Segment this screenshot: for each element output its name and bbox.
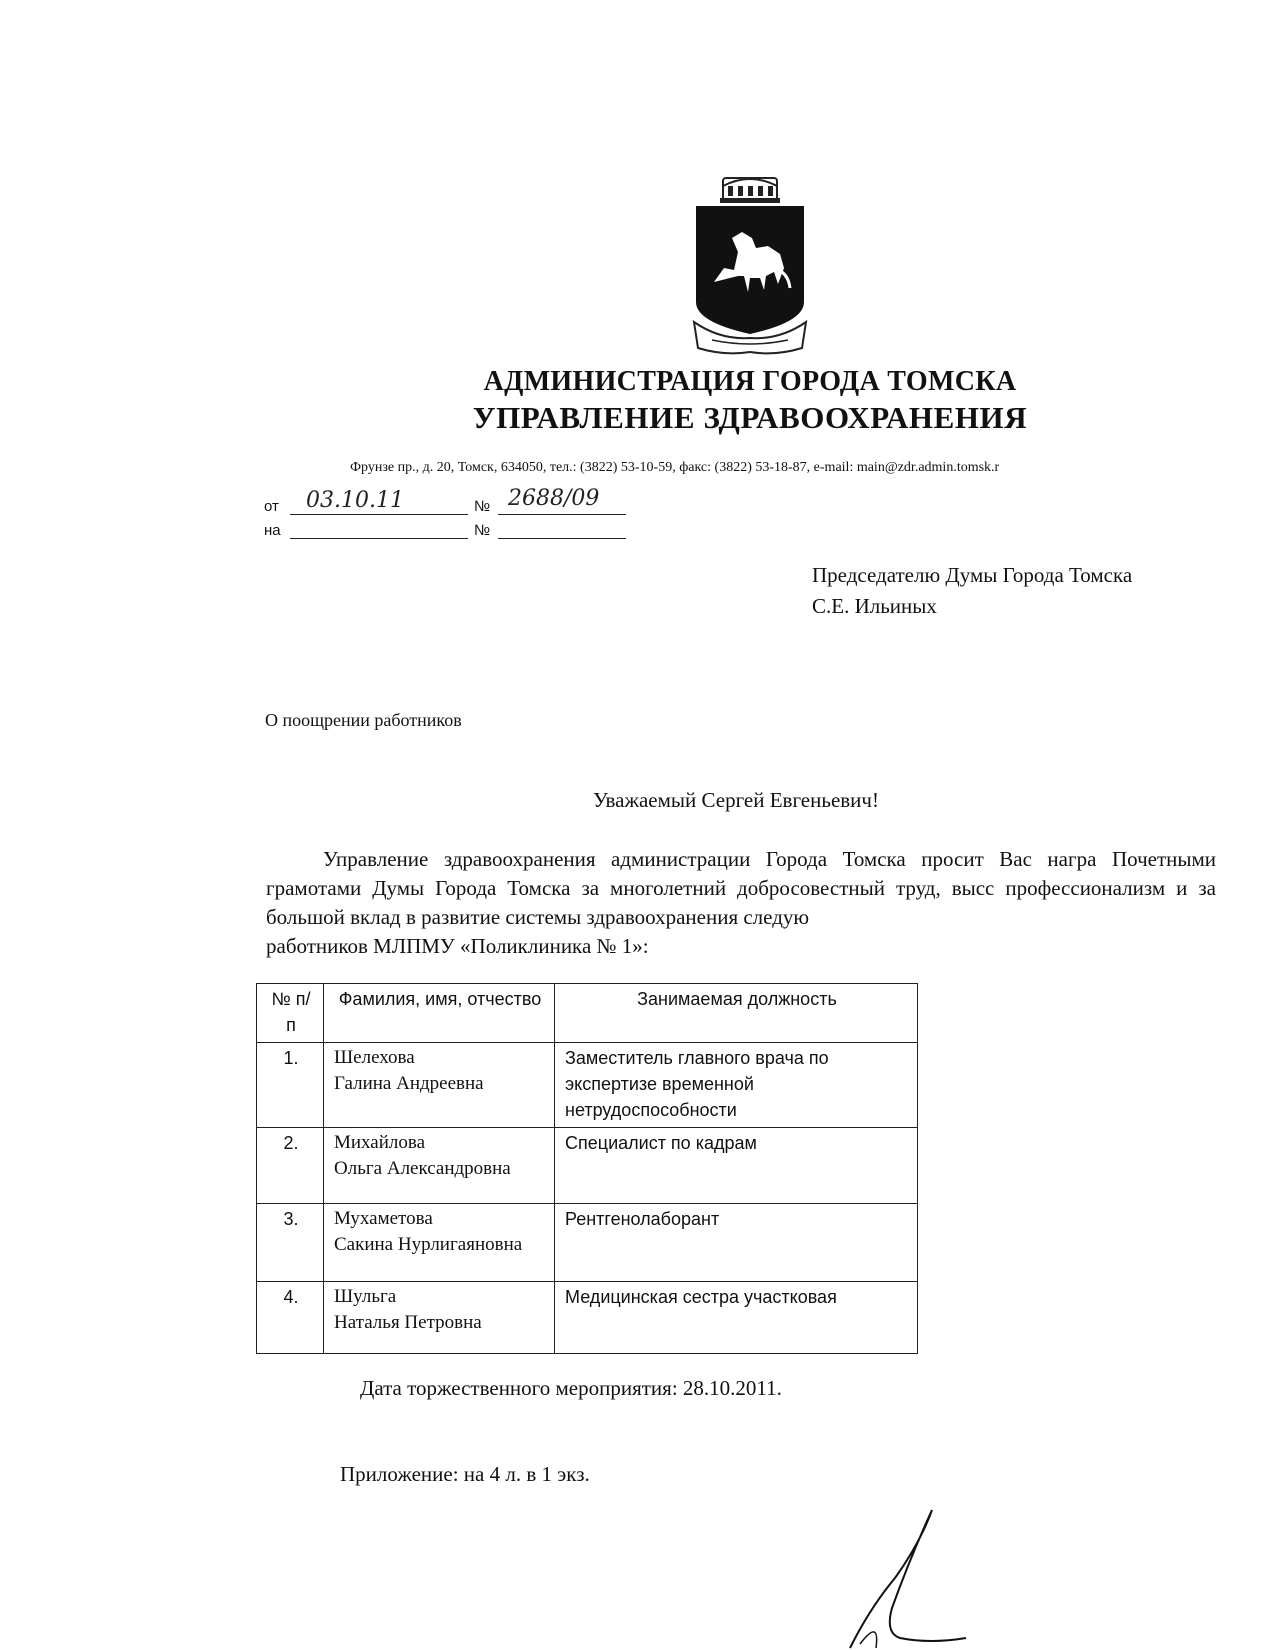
table-row: [257, 1128, 918, 1204]
row-given-names: Сакина Нурлигаяновна: [334, 1234, 523, 1255]
table-row: [257, 1204, 918, 1282]
table-row: [257, 1282, 918, 1354]
row-number: 4.: [257, 1282, 324, 1354]
header-position: Занимаемая должность: [555, 984, 918, 1043]
table-header-row: [257, 984, 918, 1043]
registration-block: [264, 486, 644, 544]
staff-table: [256, 983, 918, 1354]
header-no: № п/п: [257, 984, 324, 1043]
row-surname: Михайлова: [334, 1132, 426, 1153]
tomsk-coat-of-arms: [690, 172, 810, 358]
row-number: 3.: [257, 1204, 324, 1282]
number-label-2: №: [474, 522, 491, 539]
row-name: [324, 1282, 555, 1354]
row-position: Рентгенолаборант: [555, 1204, 918, 1282]
row-name: [324, 1043, 555, 1128]
row-position: Заместитель главного врача по экспертизе временной нетрудоспособности: [555, 1043, 918, 1128]
row-position: Специалист по кадрам: [555, 1128, 918, 1204]
row-surname: Мухаметова: [334, 1208, 433, 1229]
addressee: [812, 560, 1132, 622]
row-given-names: Наталья Петровна: [334, 1312, 482, 1333]
to-number-line: [498, 518, 626, 539]
addressee-name: С.Е. Ильиных: [812, 594, 937, 618]
event-date: Дата торжественного мероприятия: 28.10.2011.: [360, 1376, 782, 1400]
row-number: 1.: [257, 1043, 324, 1128]
row-given-names: Ольга Александровна: [334, 1158, 511, 1179]
row-position: Медицинская сестра участковая: [555, 1282, 918, 1354]
salutation: Уважаемый Сергей Евгеньевич!: [593, 788, 879, 812]
row-number: 2.: [257, 1128, 324, 1204]
row-given-names: Галина Андреевна: [334, 1073, 484, 1094]
body-text: Управление здравоохранения администрации Города Томска просит Вас награ Почетными грамотами Думы Города Томска за многолетний добросовестный труд, высс профессионализм и за большой вклад в развитие системы здравоохранения следую: [266, 847, 1216, 929]
header-name: Фамилия, имя, отчество: [324, 984, 555, 1043]
from-date: 03.10.11: [306, 488, 404, 513]
row-name: [324, 1128, 555, 1204]
signature: [840, 1498, 970, 1650]
to-date-line: [290, 518, 468, 539]
org-name-line2: УПРАВЛЕНИЕ ЗДРАВООХРАНЕНИЯ: [472, 400, 1028, 435]
body-paragraph: [266, 845, 1216, 961]
number-label: №: [474, 498, 491, 515]
table-row: [257, 1043, 918, 1128]
contact-line: Фрунзе пр., д. 20, Томск, 634050, тел.: (3822) 53-10-59, факс: (3822) 53-18-87, e-mail: main@zdr.admin.tomsk.r: [350, 460, 1000, 475]
body-last-line: работников МЛПМУ «Поликлиника № 1»:: [266, 934, 649, 958]
row-surname: Шульга: [334, 1286, 397, 1307]
attachment-note: Приложение: на 4 л. в 1 экз.: [340, 1462, 590, 1486]
to-label: на: [264, 522, 281, 539]
from-label: от: [264, 498, 279, 515]
row-surname: Шелехова: [334, 1047, 415, 1068]
outgoing-number: 2688/09: [508, 486, 600, 511]
addressee-title: Председателю Думы Города Томска: [812, 563, 1133, 587]
letter-subject: О поощрении работников: [265, 710, 462, 730]
org-name-line1: АДМИНИСТРАЦИЯ ГОРОДА ТОМСКА: [483, 366, 1017, 397]
row-name: [324, 1204, 555, 1282]
